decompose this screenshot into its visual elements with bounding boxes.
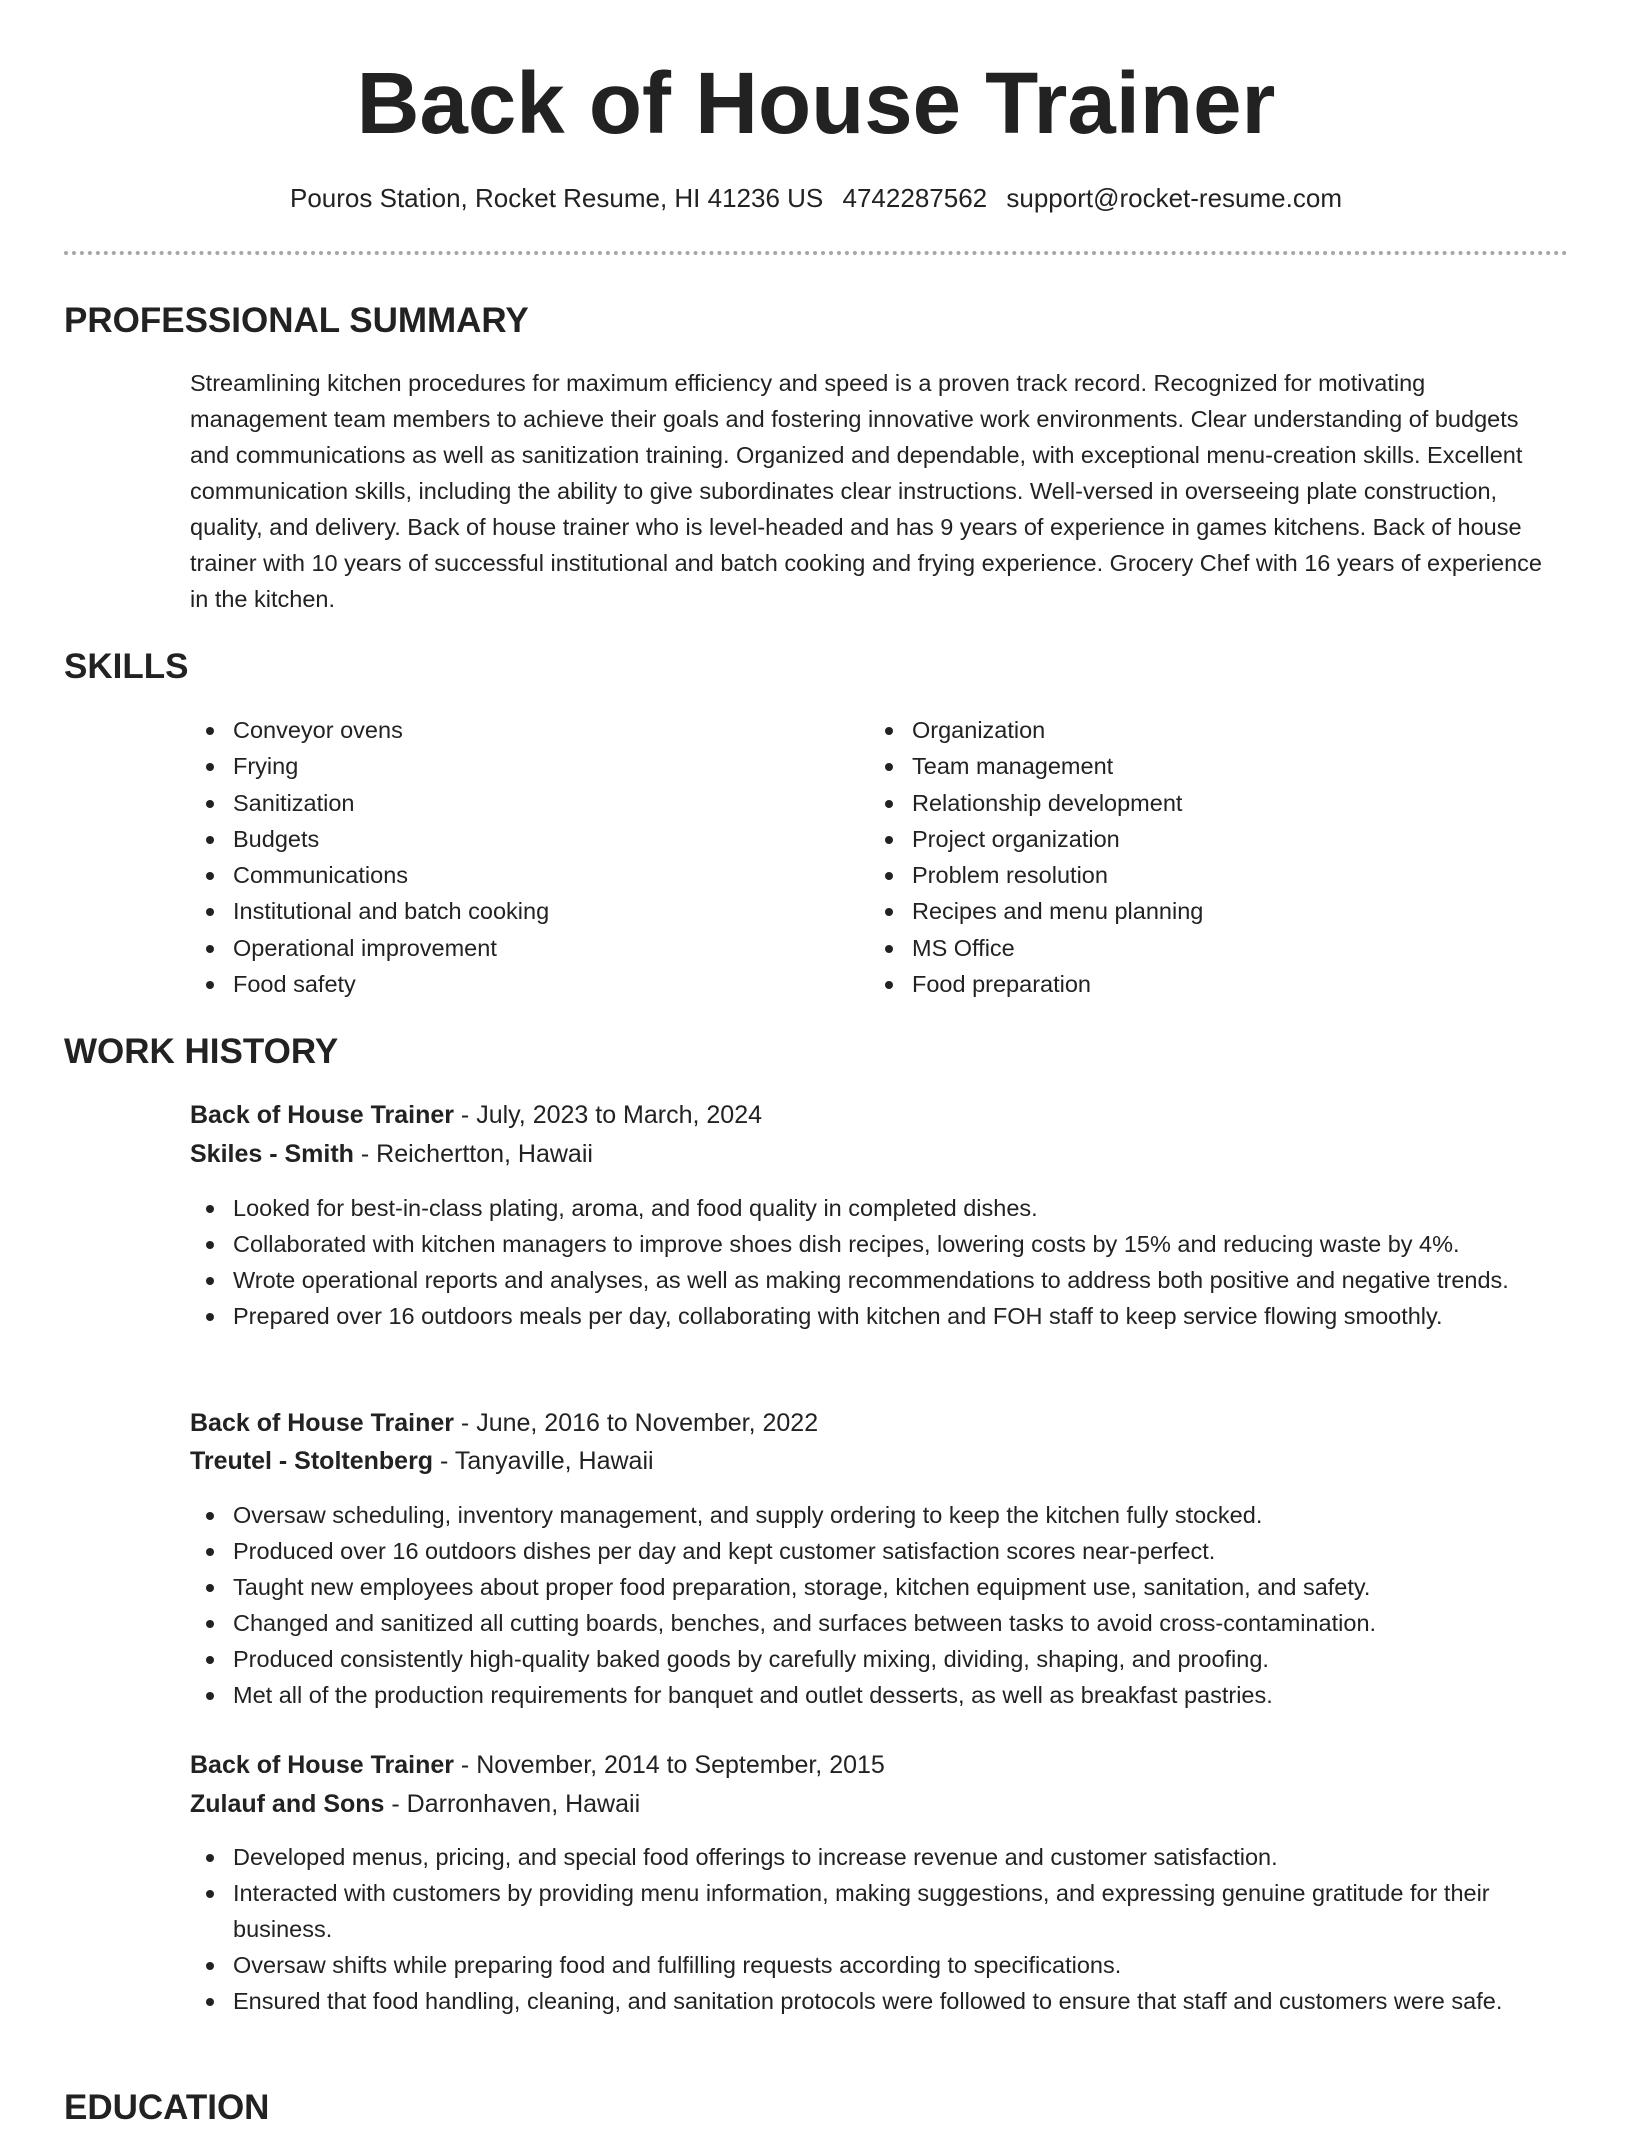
skill-item: Conveyor ovens xyxy=(190,712,830,748)
job-dates: - November, 2014 to September, 2015 xyxy=(453,1751,885,1779)
job-location: - Reichertton, Hawaii xyxy=(353,1140,593,1168)
section-title-summary: PROFESSIONAL SUMMARY xyxy=(64,301,529,340)
contact-phone: 4742287562 xyxy=(842,183,988,213)
skill-item: Recipes and menu planning xyxy=(869,893,1509,929)
job-company: Treutel - Stoltenberg xyxy=(190,1447,434,1475)
job-bullet: Taught new employees about proper food preparation, storage, kitchen equipment use, sanitation, and safety. xyxy=(190,1569,1562,1605)
job-company: Skiles - Smith xyxy=(190,1140,354,1168)
job-bullet: Changed and sanitized all cutting boards, benches, and surfaces between tasks to avoid cross-contamination. xyxy=(190,1605,1562,1641)
job-company-line xyxy=(190,1442,654,1480)
job-bullet: Interacted with customers by providing menu information, making suggestions, and expressing genuine gratitude for their business. xyxy=(190,1875,1562,1947)
job-bullet: Produced over 16 outdoors dishes per day and kept customer satisfaction scores near-perfect. xyxy=(190,1533,1562,1569)
skills-list-right xyxy=(869,712,1509,1002)
job-bullets xyxy=(190,1190,1562,1334)
job-role: Back of House Trainer xyxy=(190,1751,454,1779)
job-bullet: Prepared over 16 outdoors meals per day, collaborating with kitchen and FOH staff to keep service flowing smoothly. xyxy=(190,1298,1562,1334)
job-title-line xyxy=(190,1404,818,1442)
job-bullet: Developed menus, pricing, and special food offerings to increase revenue and customer satisfaction. xyxy=(190,1839,1562,1875)
job-bullet: Wrote operational reports and analyses, as well as making recommendations to address both positive and negative trends. xyxy=(190,1262,1562,1298)
job-company-line xyxy=(190,1785,640,1823)
skill-item: Frying xyxy=(190,748,830,784)
job-bullet: Collaborated with kitchen managers to improve shoes dish recipes, lowering costs by 15% and reducing waste by 4%. xyxy=(190,1226,1562,1262)
skill-item: Organization xyxy=(869,712,1509,748)
section-title-education: EDUCATION xyxy=(64,2088,270,2127)
skill-item: Food preparation xyxy=(869,966,1509,1002)
job-dates: - June, 2016 to November, 2022 xyxy=(453,1409,819,1437)
resume-name: Back of House Trainer xyxy=(356,55,1276,152)
skill-item: Operational improvement xyxy=(190,930,830,966)
skill-item: Budgets xyxy=(190,821,830,857)
section-title-work-history: WORK HISTORY xyxy=(64,1032,339,1071)
job-bullet: Produced consistently high-quality baked goods by carefully mixing, dividing, shaping, and proofing. xyxy=(190,1641,1562,1677)
skill-item: Communications xyxy=(190,857,830,893)
job-company: Zulauf and Sons xyxy=(190,1790,385,1818)
skill-item: Relationship development xyxy=(869,785,1509,821)
job-bullet: Oversaw scheduling, inventory management, and supply ordering to keep the kitchen fully stocked. xyxy=(190,1497,1562,1533)
job-role: Back of House Trainer xyxy=(190,1409,454,1437)
job-role: Back of House Trainer xyxy=(190,1101,454,1129)
section-title-skills: SKILLS xyxy=(64,647,189,686)
summary-text: Streamlining kitchen procedures for maximum efficiency and speed is a proven track record. Recognized for motivating management team members to achieve their goals and fostering innovative work environments. Clear understanding of budgets and communications as well as sanitization training. Organized and dependable, with exceptional menu-creation skills. Excellent communication skills, including the ability to give subordinates clear instructions. Well-versed in overseeing plate construction, quality, and delivery. Back of house trainer who is level-headed and has 9 years of experience in games kitchens. Back of house trainer with 10 years of successful institutional and batch cooking and frying experience. Grocery Chef with 16 years of experience in the kitchen. xyxy=(190,370,1542,612)
job-title-line xyxy=(190,1746,885,1784)
job-company-line xyxy=(190,1135,593,1173)
skills-list-left xyxy=(190,712,830,1002)
job-dates: - July, 2023 to March, 2024 xyxy=(453,1101,763,1129)
contact-email: support@rocket-resume.com xyxy=(1006,183,1342,213)
job-location: - Tanyaville, Hawaii xyxy=(433,1447,654,1475)
job-location: - Darronhaven, Hawaii xyxy=(384,1790,641,1818)
contact-line xyxy=(0,181,1632,215)
skill-item: Project organization xyxy=(869,821,1509,857)
skill-item: Team management xyxy=(869,748,1509,784)
job-bullet: Looked for best-in-class plating, aroma, and food quality in completed dishes. xyxy=(190,1190,1562,1226)
job-bullet: Oversaw shifts while preparing food and fulfilling requests according to specifications. xyxy=(190,1947,1562,1983)
skill-item: Institutional and batch cooking xyxy=(190,893,830,929)
skill-item: MS Office xyxy=(869,930,1509,966)
job-bullets xyxy=(190,1839,1562,2019)
skill-item: Problem resolution xyxy=(869,857,1509,893)
job-bullet: Ensured that food handling, cleaning, and sanitation protocols were followed to ensure that staff and customers were safe. xyxy=(190,1983,1562,2019)
job-title-line xyxy=(190,1096,762,1134)
skill-item: Food safety xyxy=(190,966,830,1002)
contact-address: Pouros Station, Rocket Resume, HI 41236 US xyxy=(290,183,824,213)
job-bullet: Met all of the production requirements for banquet and outlet desserts, as well as breakfast pastries. xyxy=(190,1677,1562,1713)
header-divider xyxy=(64,251,1568,255)
job-bullets xyxy=(190,1497,1562,1713)
skill-item: Sanitization xyxy=(190,785,830,821)
